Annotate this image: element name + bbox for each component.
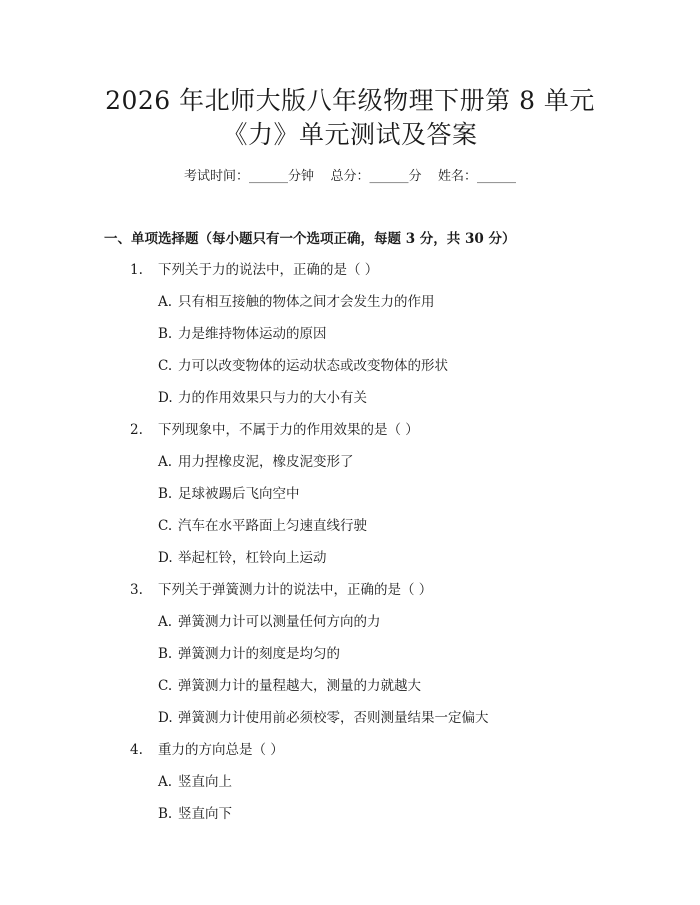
option-text: 弹簧测力计可以测量任何方向的力 (178, 614, 381, 630)
option-label: C. (158, 518, 173, 534)
option-label: D. (158, 390, 173, 406)
option-label: C. (158, 678, 173, 694)
question-number: 2. (130, 422, 143, 438)
option-label: A. (158, 774, 173, 790)
option-text: 力的作用效果只与力的大小有关 (178, 390, 367, 406)
question-text: 重力的方向总是（ ） (158, 742, 284, 758)
option-text: 汽车在水平路面上匀速直线行驶 (178, 518, 367, 534)
option-text: 弹簧测力计的量程越大，测量的力就越大 (178, 678, 421, 694)
option-text: 弹簧测力计的刻度是均匀的 (178, 646, 340, 662)
option-text: 竖直向下 (178, 806, 232, 822)
exam-info-line: 考试时间：______分钟 总分：______分 姓名：______ (183, 169, 517, 184)
question-text: 下列现象中，不属于力的作用效果的是（ ） (158, 422, 419, 438)
option-text: 用力捏橡皮泥，橡皮泥变形了 (178, 454, 354, 470)
question-text: 下列关于弹簧测力计的说法中，正确的是（ ） (158, 582, 433, 598)
question-number: 1. (130, 262, 143, 278)
section-heading: 一、单项选择题（每小题只有一个选项正确，每题 3 分，共 30 分） (104, 231, 516, 247)
title-line-1: 2026 年北师大版八年级物理下册第 8 单元 (105, 86, 595, 115)
option-label: C. (158, 358, 173, 374)
option-label: A. (158, 454, 173, 470)
option-label: A. (158, 294, 173, 310)
title-line-2: 《力》单元测试及答案 (222, 120, 478, 149)
option-text: 举起杠铃，杠铃向上运动 (178, 550, 327, 566)
option-label: B. (158, 326, 173, 342)
option-text: 弹簧测力计使用前必须校零，否则测量结果一定偏大 (178, 710, 489, 726)
option-label: D. (158, 550, 173, 566)
option-text: 竖直向上 (178, 774, 232, 790)
option-label: A. (158, 614, 173, 630)
question-text: 下列关于力的说法中，正确的是（ ） (158, 262, 379, 278)
option-label: B. (158, 486, 173, 502)
option-label: B. (158, 806, 173, 822)
option-text: 只有相互接触的物体之间才会发生力的作用 (178, 294, 435, 310)
question-number: 4. (130, 742, 143, 758)
option-text: 足球被踢后飞向空中 (178, 486, 300, 502)
option-text: 力是维持物体运动的原因 (178, 326, 327, 342)
option-text: 力可以改变物体的运动状态或改变物体的形状 (178, 358, 448, 374)
question-number: 3. (130, 582, 143, 598)
option-label: D. (158, 710, 173, 726)
option-label: B. (158, 646, 173, 662)
